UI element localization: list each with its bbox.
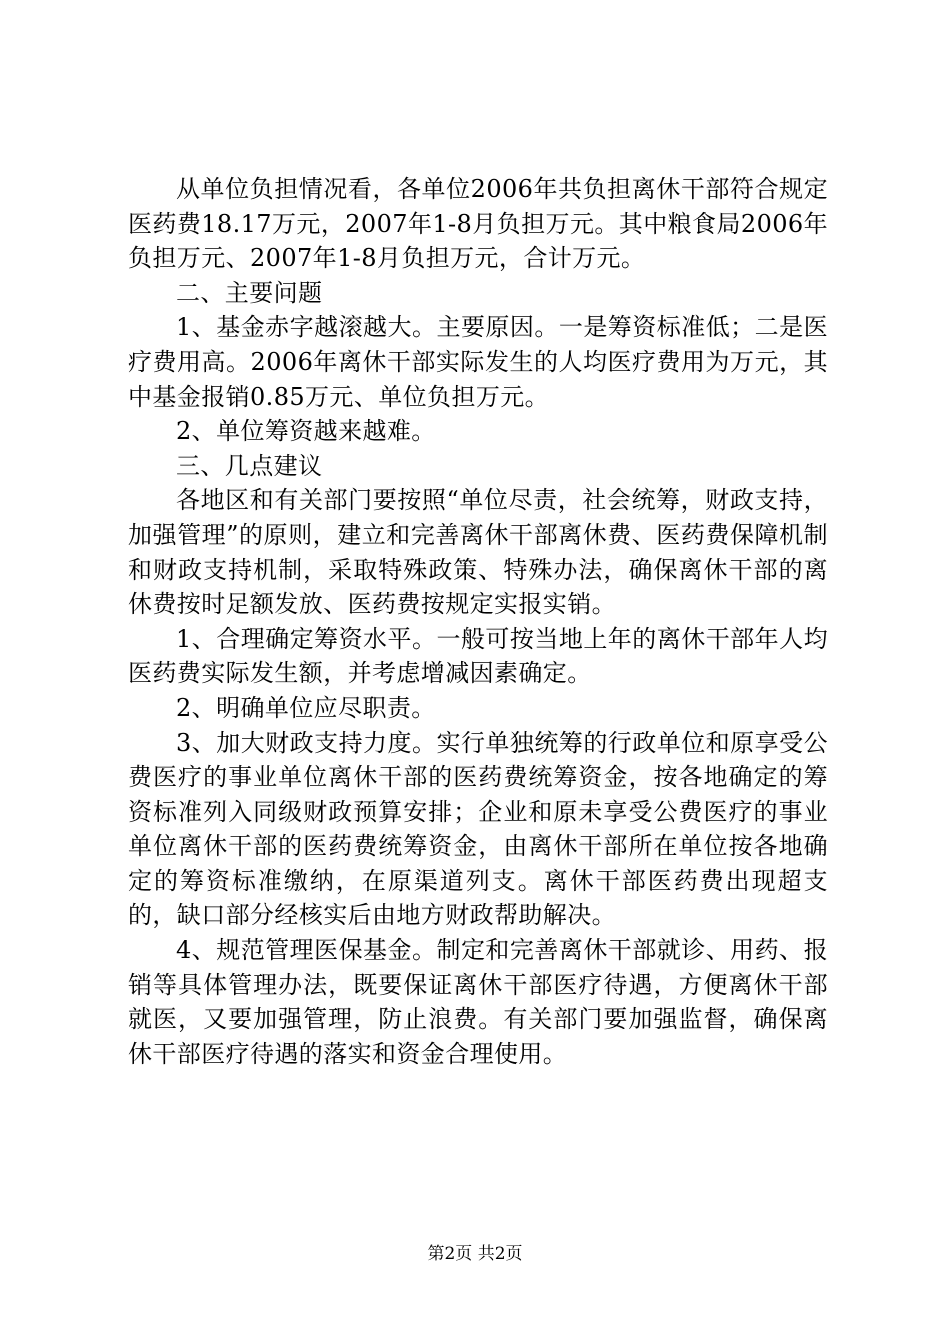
paragraph-problem-1: 1、基金赤字越滚越大。主要原因。一是筹资标准低；二是医疗费用高。2006年离休干部实际发生的人均医疗费用为万元，其中基金报销0.85万元、单位负担万元。: [128, 313, 828, 411]
page-number: 第2页 共2页: [427, 1244, 523, 1264]
paragraph-suggestion-2: 2、明确单位应尽职责。: [176, 693, 436, 722]
paragraph-suggestion-1: 1、合理确定筹资水平。一般可按当地上年的离休干部年人均医药费实际发生额，并考虑增减因素确定。: [128, 624, 828, 688]
paragraph-suggestion-4: 4、规范管理医保基金。制定和完善离休干部就诊、用药、报销等具体管理办法，既要保证离休干部医疗待遇，方便离休干部就医，又要加强管理，防止浪费。有关部门要加强监督，确保离休干部医疗待遇的落实和资金合理使用。: [128, 936, 828, 1068]
paragraph-unit-burden: 从单位负担情况看，各单位2006年共负担离休干部符合规定医药费18.17万元，2007年1-8月负担万元。其中粮食局2006年负担万元、2007年1-8月负担万元，合计万元。: [128, 175, 828, 273]
paragraph-suggestions-intro: 各地区和有关部门要按照“单位尽责，社会统筹，财政支持，加强管理”的原则，建立和完善离休干部离休费、医药费保障机制和财政支持机制，采取特殊政策、特殊办法，确保离休干部的离休费按时足额发放、医药费按规定实报实销。: [128, 486, 828, 619]
document-body: [128, 172, 828, 1071]
heading-main-problems: 二、主要问题: [176, 278, 323, 307]
paragraph-problem-2: 2、单位筹资越来越难。: [176, 417, 436, 446]
heading-suggestions: 三、几点建议: [176, 451, 323, 480]
page-footer: [0, 1243, 950, 1265]
paragraph-suggestion-3: 3、加大财政支持力度。实行单独统筹的行政单位和原享受公费医疗的事业单位离休干部的医药费统筹资金，按各地确定的筹资标准列入同级财政预算安排；企业和原未享受公费医疗的事业单位离休干部的医药费统筹资金，由离休干部所在单位按各地确定的筹资标准缴纳，在原渠道列支。离休干部医药费出现超支的，缺口部分经核实后由地方财政帮助解决。: [128, 728, 828, 930]
